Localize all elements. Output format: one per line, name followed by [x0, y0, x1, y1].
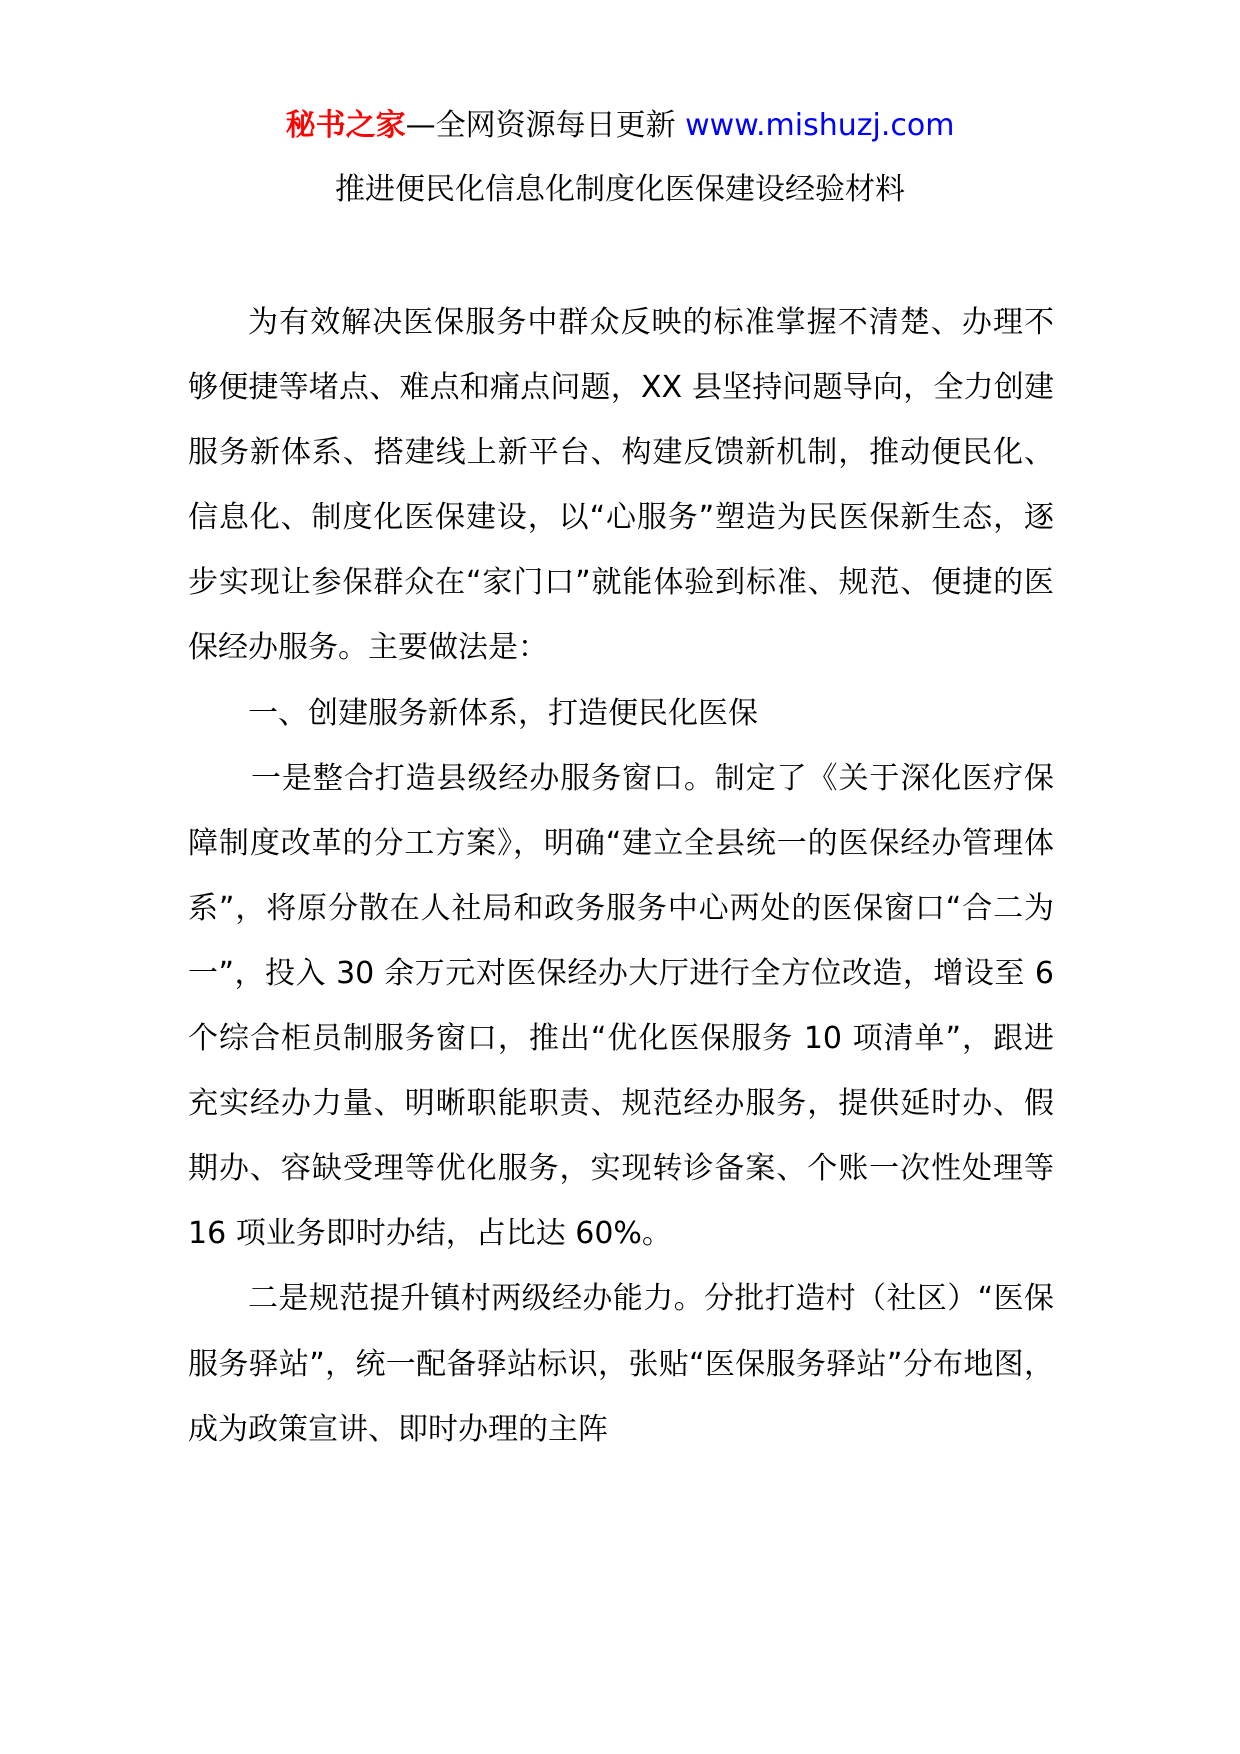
body-paragraph-1: 一是整合打造县级经办服务窗口。制定了《关于深化医疗保障制度改革的分工方案》，明确“建立全县统一的医保经办管理体系”，将原分散在人社局和政务服务中心两处的医保窗口“合二为一”，投入 30 余万元对医保经办大厅进行全方位改造，增设至 6 个综合柜员制服务窗口，推出“优化医保服务 10 项清单”，跟进充实经办力量、明晰职能职责、规范经办服务，提供延时办、假期办、容缺受理等优化服务，实现转诊备案、个账一次性处理等 16 项业务即时办结，占比达 60%。 [188, 760, 1054, 1252]
document-title: 推进便民化信息化制度化医保建设经验材料 [335, 172, 905, 207]
body-paragraph-2: 二是规范提升镇村两级经办能力。分批打造村（社区）“医保服务驿站”，统一配备驿站标识，张贴“医保服务驿站”分布地图，成为政策宣讲、即时办理的主阵 [188, 1281, 1054, 1447]
site-url-link[interactable]: www.mishuzj.com [685, 108, 955, 143]
document-body [188, 290, 1054, 1462]
site-header [0, 98, 1240, 154]
header-tagline: —全网资源每日更新 [405, 108, 686, 143]
brand-name: 秘书之家 [285, 108, 406, 143]
section-heading-1: 一、创建服务新体系，打造便民化医保 [248, 695, 758, 731]
intro-paragraph: 为有效解决医保服务中群众反映的标准掌握不清楚、办理不够便捷等堵点、难点和痛点问题，XX 县坚持问题导向，全力创建服务新体系、搭建线上新平台、构建反馈新机制，推动便民化、信息化、制度化医保建设，以“心服务”塑造为民医保新生态，逐步实现让参保群众在“家门口”就能体验到标准、规范、便捷的医保经办服务。主要做法是： [188, 305, 1054, 666]
